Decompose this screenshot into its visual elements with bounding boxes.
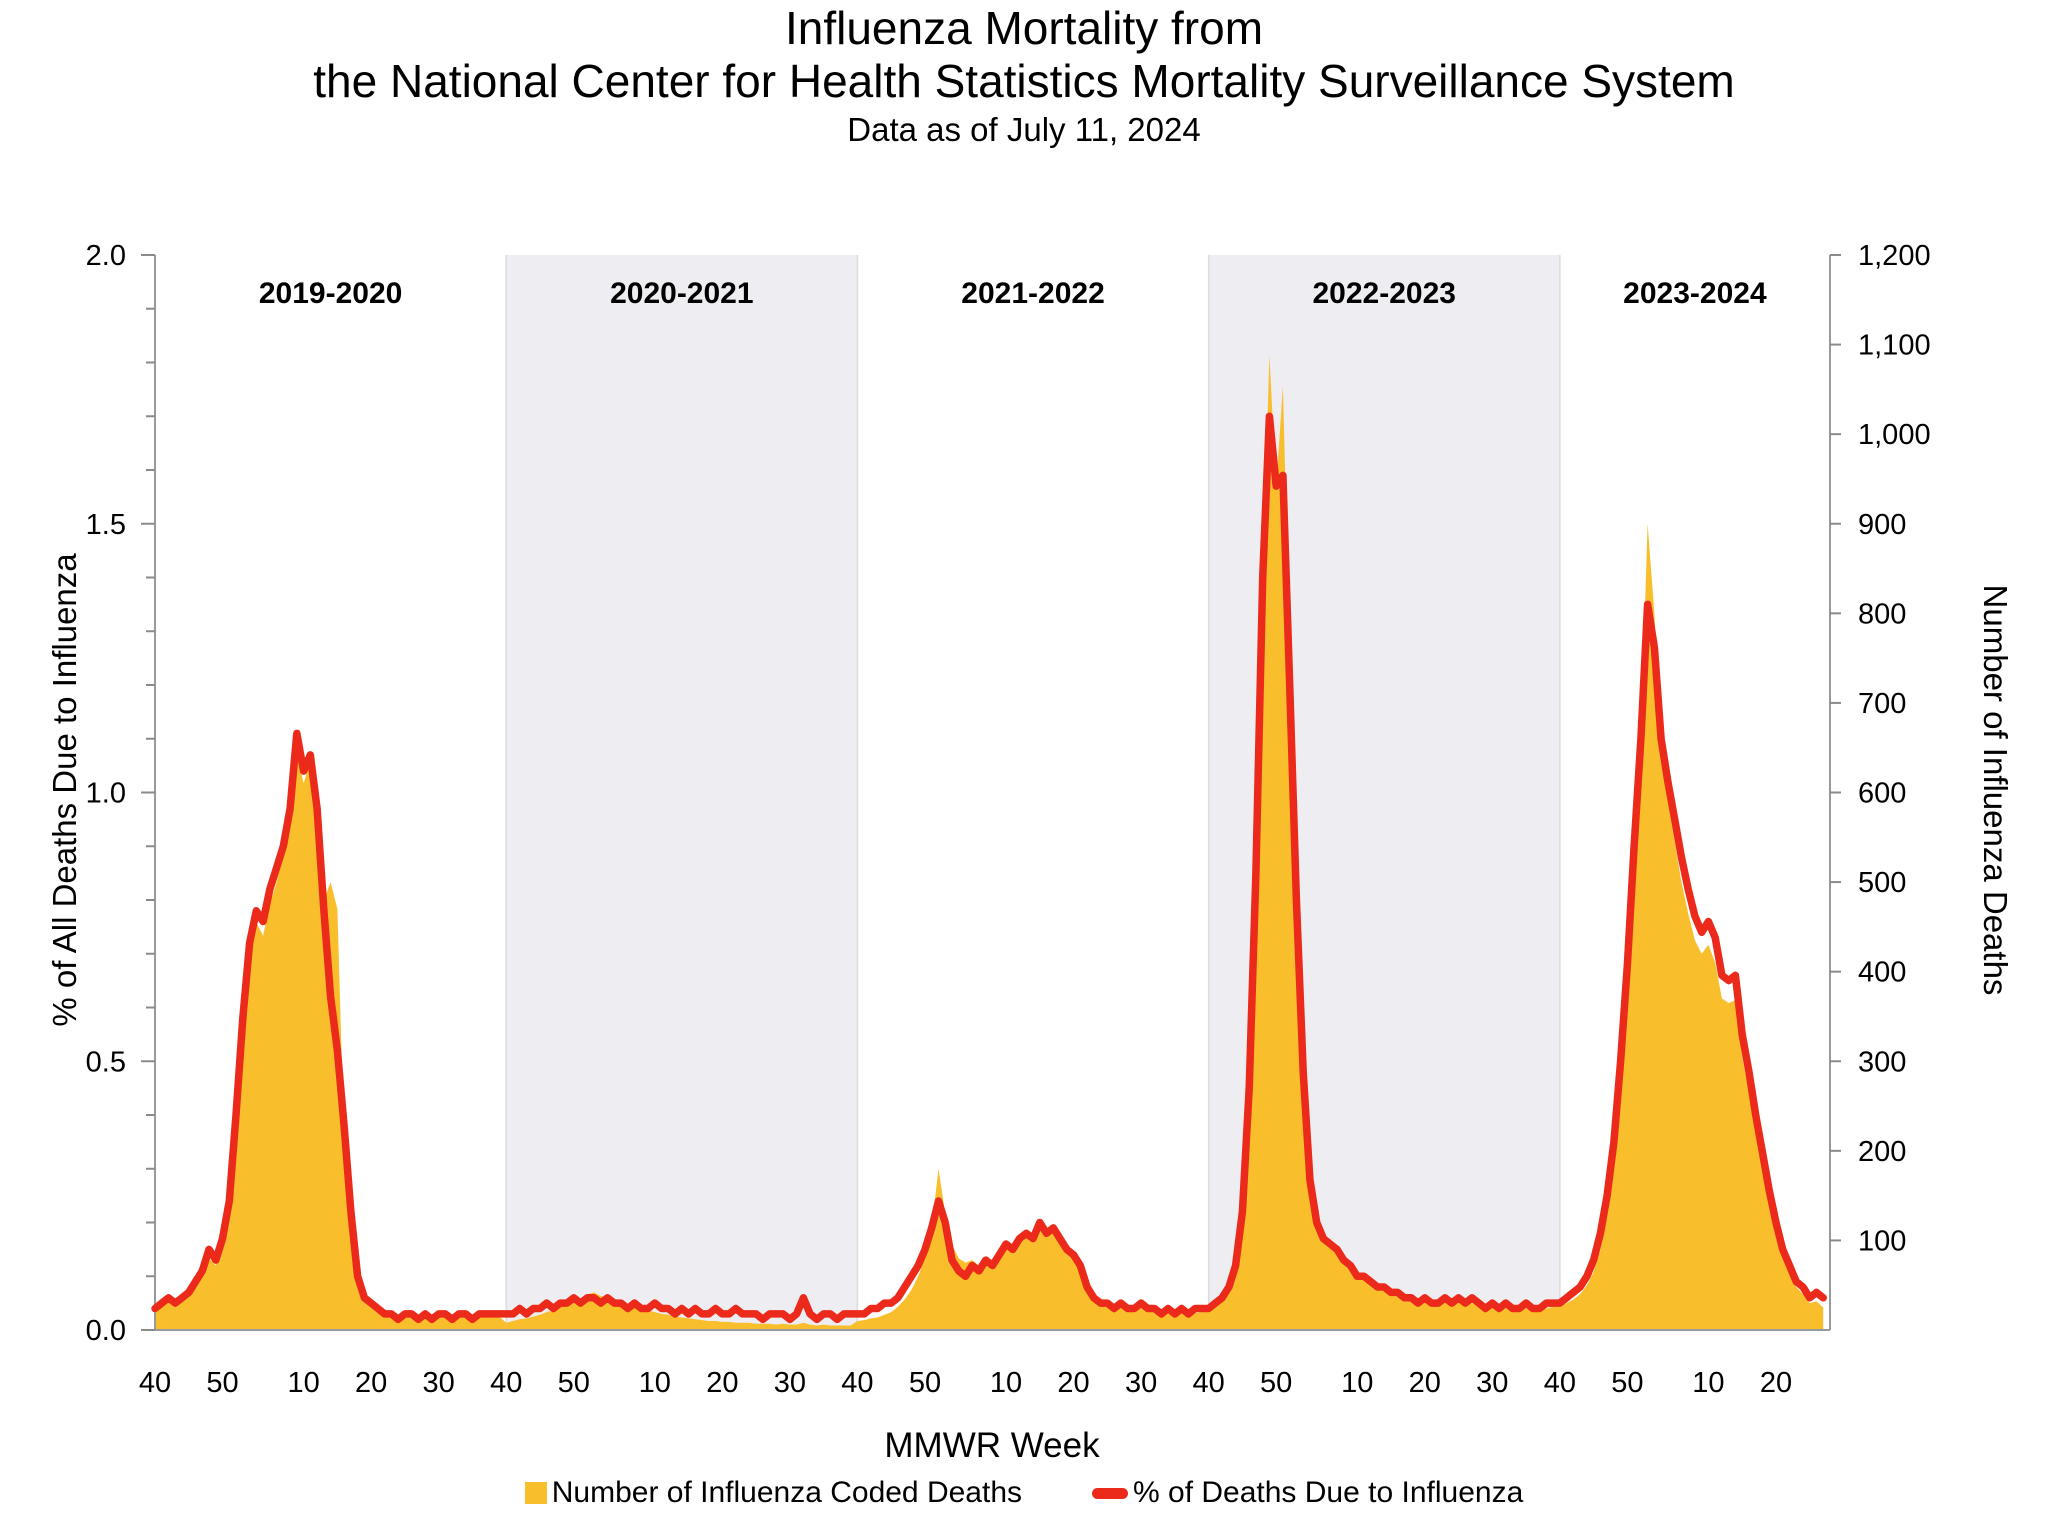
y-right-tick-label: 300 xyxy=(1858,1046,1907,1079)
x-tick-label: 50 xyxy=(908,1367,942,1399)
area-swatch-icon xyxy=(525,1482,547,1504)
season-label: 2021-2022 xyxy=(961,277,1105,310)
deaths-area-series xyxy=(155,355,1823,1330)
chart-subtitle: Data as of July 11, 2024 xyxy=(847,111,1201,148)
x-tick-label: 40 xyxy=(490,1367,523,1399)
chart-title-line2: the National Center for Health Statistics Mortality Surveillance System xyxy=(313,55,1735,107)
x-tick-label: 30 xyxy=(1476,1367,1509,1399)
x-tick-label: 50 xyxy=(1611,1367,1644,1399)
y-right-tick-label: 700 xyxy=(1858,687,1907,720)
line-swatch-icon xyxy=(1092,1488,1128,1499)
x-tick-label: 40 xyxy=(1192,1367,1225,1399)
chart-title-line1: Influenza Mortality from xyxy=(784,2,1264,54)
x-tick-label: 20 xyxy=(354,1367,388,1399)
y-left-tick-label: 2.0 xyxy=(85,240,126,272)
x-tick-label: 40 xyxy=(841,1367,874,1399)
y-axis-left-title: % of All Deaths Due to Influenza xyxy=(46,553,83,1027)
y-axis-right-title: Number of Influenza Deaths xyxy=(1977,584,2014,996)
axis-lines xyxy=(155,255,1830,1330)
season-label: 2022-2023 xyxy=(1312,277,1456,310)
x-tick-label: 20 xyxy=(1408,1367,1441,1399)
x-tick-label: 30 xyxy=(1124,1367,1158,1399)
y-right-tick-label: 500 xyxy=(1858,867,1907,900)
legend-pct-label: % of Deaths Due to Influenza xyxy=(1133,1476,1524,1509)
x-tick-label: 30 xyxy=(422,1367,455,1399)
y-right-tick-label: 800 xyxy=(1858,598,1907,631)
y-right-tick-label: 1,100 xyxy=(1858,329,1931,362)
x-tick-label: 40 xyxy=(1543,1367,1576,1399)
x-axis-title: MMWR Week xyxy=(884,1426,1100,1465)
season-label: 2020-2021 xyxy=(610,277,754,310)
legend-item-pct xyxy=(1092,1476,1523,1510)
x-tick-label: 40 xyxy=(138,1367,172,1399)
season-label: 2023-2024 xyxy=(1623,277,1767,310)
y-left-ticks xyxy=(86,240,155,1347)
legend-item-deaths xyxy=(525,1476,1022,1510)
x-tick-label: 20 xyxy=(706,1367,739,1399)
x-tick-label: 10 xyxy=(638,1367,671,1399)
x-tick-label: 10 xyxy=(1341,1367,1374,1399)
y-right-tick-label: 400 xyxy=(1858,956,1907,989)
pct-line-series xyxy=(155,416,1823,1319)
x-tick-label: 20 xyxy=(1759,1367,1793,1399)
y-left-tick-label: 0.0 xyxy=(85,1315,126,1347)
y-left-tick-label: 0.5 xyxy=(85,1046,126,1079)
y-left-tick-label: 1.0 xyxy=(85,777,126,810)
x-tick-labels xyxy=(139,1367,1792,1399)
y-right-tick-label: 1,200 xyxy=(1858,240,1931,272)
y-right-tick-label: 1,000 xyxy=(1858,419,1931,452)
x-tick-label: 30 xyxy=(773,1367,807,1399)
y-right-tick-label: 200 xyxy=(1858,1135,1907,1168)
x-tick-label: 20 xyxy=(1057,1367,1090,1399)
y-right-ticks xyxy=(1830,240,1931,1257)
season-bands xyxy=(506,255,1560,1330)
season-label: 2019-2020 xyxy=(258,277,403,310)
y-right-tick-label: 100 xyxy=(1858,1225,1907,1258)
y-right-tick-label: 600 xyxy=(1858,777,1907,810)
x-tick-label: 10 xyxy=(1692,1367,1725,1399)
x-tick-label: 10 xyxy=(989,1367,1023,1399)
x-tick-label: 10 xyxy=(287,1367,320,1399)
chart-title-block xyxy=(0,2,2048,152)
y-left-tick-label: 1.5 xyxy=(85,508,126,541)
y-right-tick-label: 900 xyxy=(1858,508,1907,541)
x-tick-label: 50 xyxy=(206,1367,239,1399)
chart-legend xyxy=(0,1476,2048,1510)
x-tick-label: 50 xyxy=(557,1367,590,1399)
x-tick-label: 50 xyxy=(1260,1367,1293,1399)
legend-deaths-label: Number of Influenza Coded Deaths xyxy=(551,1476,1023,1509)
